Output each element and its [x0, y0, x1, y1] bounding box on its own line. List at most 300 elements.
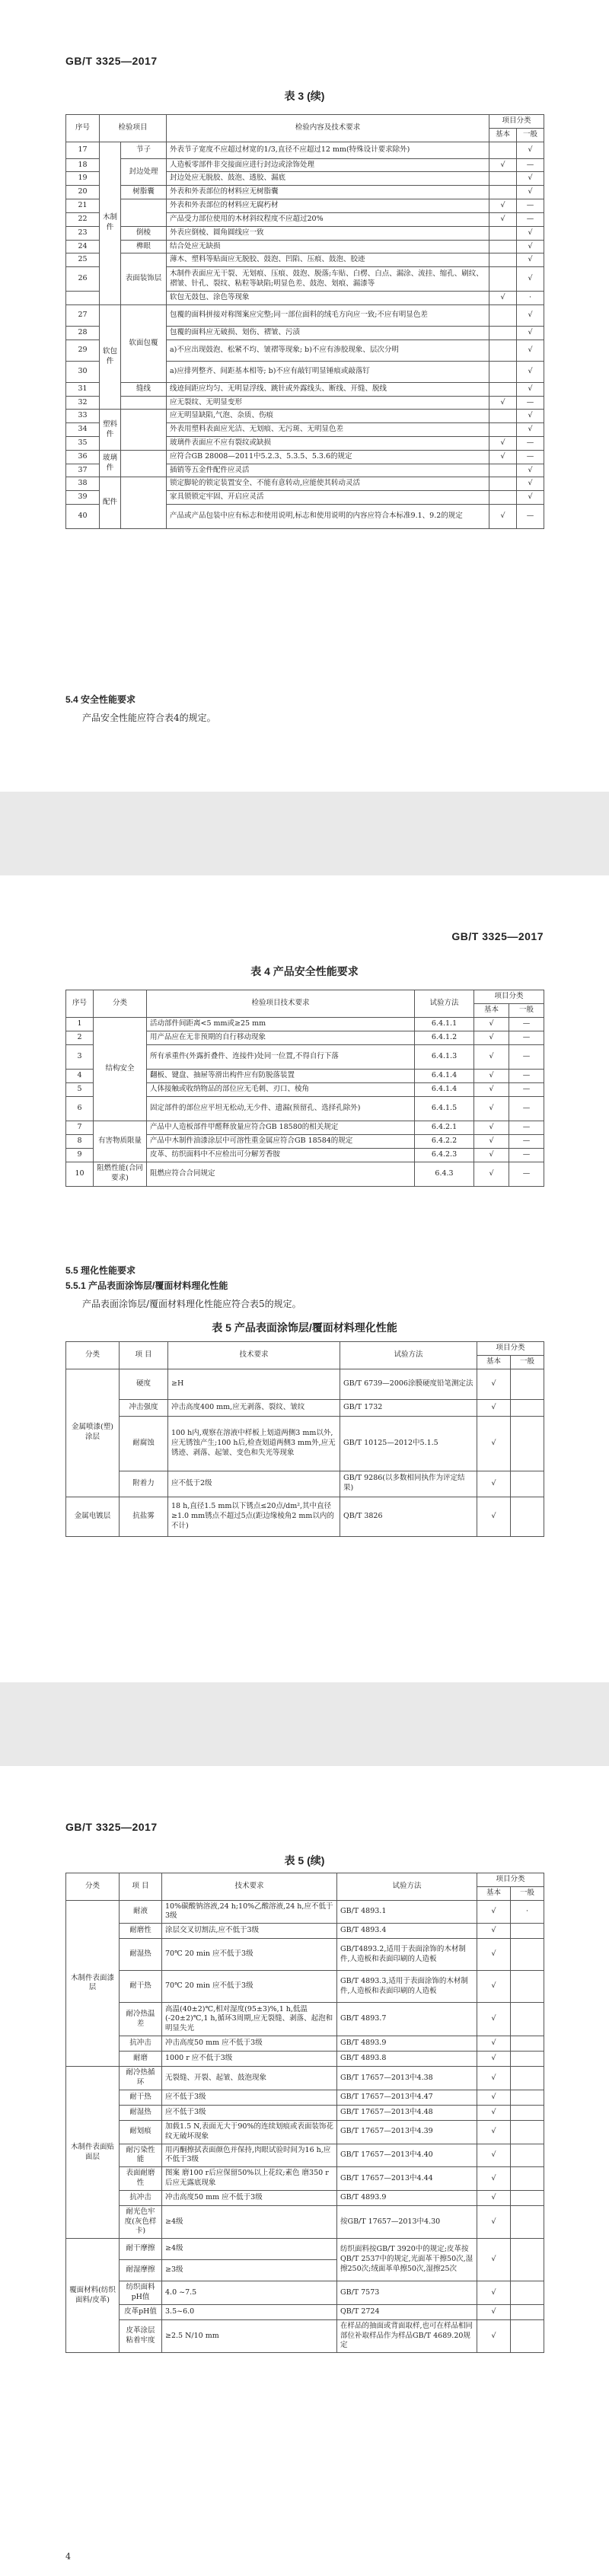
class-general: √	[517, 142, 544, 158]
test-item: 皮革pH值	[120, 2304, 162, 2319]
table5b-row	[66, 2067, 544, 2090]
class-general: —	[509, 1121, 544, 1134]
test-item: 抗冲击	[120, 2190, 162, 2205]
class-basic: √	[474, 1096, 509, 1121]
th5-cat: 分类	[66, 1342, 120, 1369]
test-method: 6.4.1.4	[415, 1082, 474, 1096]
table4-row	[66, 1121, 544, 1134]
group-label: 金属喷漆(塑)涂层	[66, 1369, 120, 1497]
class-general	[511, 2052, 544, 2067]
th-no: 序号	[66, 115, 100, 142]
class-general: —	[509, 1044, 544, 1069]
table3-row	[66, 410, 544, 423]
class-basic	[489, 477, 517, 491]
test-item: 附着力	[120, 1471, 168, 1497]
requirement: 结合处应无缺损	[167, 240, 489, 253]
class-general: —	[517, 158, 544, 172]
test-item: 耐冷热温差	[120, 2003, 162, 2036]
requirement: a)应排列整齐、间距基本相等; b)不应有敲钉明显锤痕或敲落钉	[167, 361, 489, 382]
row-no: 39	[66, 491, 100, 505]
class-basic	[489, 253, 517, 267]
requirement: 包覆的面料拼接对称图案应完整;同一部位面料的绒毛方向应一致;不应有明显色差	[167, 304, 489, 326]
class-general: √	[517, 186, 544, 199]
sub-item: 表面装饰层	[121, 253, 167, 305]
class-basic: √	[477, 2239, 511, 2281]
class-general	[511, 1399, 544, 1416]
class-basic	[489, 340, 517, 361]
row-no: 34	[66, 423, 100, 437]
table3-title: 表 3 (续)	[284, 90, 325, 102]
class-general: —	[509, 1082, 544, 1096]
requirement: 70℃ 20 min 应不低于3级	[162, 1971, 337, 2003]
requirement: 包覆的面料应无破损、划伤、褶皱、污渍	[167, 326, 489, 340]
class-general: √	[517, 464, 544, 477]
test-method: GB/T 4893.1	[337, 1900, 477, 1924]
th5-basic: 基本	[477, 1355, 511, 1369]
test-method: GB/T 4893.9	[337, 2190, 477, 2205]
class-general: —	[517, 199, 544, 213]
class-basic: √	[477, 1471, 511, 1497]
requirement: 玻璃件表面应不应有裂纹或缺损	[167, 437, 489, 451]
table4-title: 表 4 产品安全性能要求	[250, 965, 359, 977]
requirement: 阻燃应符合合同规定	[147, 1162, 415, 1186]
test-item: 耐腐蚀	[120, 1416, 168, 1471]
class-basic	[489, 240, 517, 253]
th5b-cls: 项目分类	[477, 1873, 544, 1887]
class-general	[511, 2067, 544, 2090]
class-general	[511, 1416, 544, 1471]
table5b-row	[66, 1939, 544, 1971]
class-basic: √	[489, 199, 517, 213]
row-no: 17	[66, 142, 100, 158]
requirement: 高温(40±2)℃,相对湿度(95±3)%,1 h,低温(-20±2)℃,1 h,循环3周期,应无裂缝、剥落、起泡和明显失光	[162, 2003, 337, 2036]
requirement: 产品或产品包装中应有标志和使用说明,标志和使用说明的内容应符合本标准9.1、9.2的规定	[167, 505, 489, 529]
requirement: 活动部件间距离<5 mm或≥25 mm	[147, 1017, 415, 1031]
test-method: GB/T 4893.8	[337, 2052, 477, 2067]
requirement: 外表用塑料表面应光洁、无划痕、无污斑、无明显色差	[167, 423, 489, 437]
test-method: GB/T4893.2,适用于表面涂饰的木材制件,人造板和表面印刷的人造板	[337, 1939, 477, 1971]
row-no: 33	[66, 410, 100, 423]
class-basic: √	[474, 1162, 509, 1186]
table5a-row	[66, 1497, 544, 1536]
class-basic: √	[477, 1399, 511, 1416]
std-header-right: GB/T 3325—2017	[451, 930, 544, 942]
requirement: a)不应出现鼓泡、松紧不均、皱褶等现象; b)不应有渗胶现象、层次分明	[167, 340, 489, 361]
table5b-row	[66, 1924, 544, 1939]
test-method: GB/T 17657—2013中4.44	[337, 2167, 477, 2191]
table3-row	[66, 477, 544, 491]
table5b-row	[66, 2090, 544, 2105]
page-2	[0, 875, 609, 1682]
class-general: √	[517, 491, 544, 505]
test-item: 耐污染性能	[120, 2144, 162, 2167]
class-general	[511, 1924, 544, 1939]
requirement: 木制件表面应无干裂、无划痕、压痕、鼓泡、脱落;车贴、白楞、白点、漏涂、流挂、缩孔、刷纹、褶皱、针孔、裂纹、粘粒等缺陷;明显色差、鼓泡、划痕、漏漆等	[167, 267, 489, 292]
class-general: √	[517, 423, 544, 437]
row-no: 1	[66, 1017, 94, 1031]
requirement: 固定部件的部位应平坦无松动,无少件、遗漏(预留孔、选择孔除外)	[147, 1096, 415, 1121]
test-item: 耐冷热循环	[120, 2067, 162, 2090]
requirement: 外表节子宽度不应超过材宽的1/3,直径不应超过12 mm(特殊设计要求除外)	[167, 142, 489, 158]
table5a-row	[66, 1369, 544, 1399]
class-basic	[489, 142, 517, 158]
th-general: 一般	[517, 128, 544, 142]
class-general: √	[517, 326, 544, 340]
section-5-5: 5.5 理化性能要求	[65, 1265, 136, 1276]
requirement: 冲击高度400 mm,应无剥落、裂纹、皱纹	[168, 1399, 340, 1416]
section-5-4-text: 产品安全性能应符合表4的规定。	[82, 713, 216, 723]
table5a-row	[66, 1416, 544, 1471]
th5b-req: 技术要求	[162, 1873, 337, 1901]
class-general: √	[517, 172, 544, 186]
table5b	[65, 1873, 544, 2353]
table3-row	[66, 226, 544, 240]
requirement: 18 h,直径1.5 mm以下锈点≤20点/dm²,其中直径≥1.0 mm锈点不超过5点(距边缘棱角2 mm以内的不计)	[168, 1497, 340, 1536]
page-3	[0, 1766, 609, 2576]
table4-row	[66, 1017, 544, 1031]
th5-method: 试验方法	[340, 1342, 477, 1369]
class-basic	[489, 361, 517, 382]
test-method: 6.4.1.5	[415, 1096, 474, 1121]
requirement: 外表和外表部位的材料应无腐朽材	[167, 199, 489, 213]
th5b-cat: 分类	[66, 1873, 120, 1901]
requirement: 3.5~6.0	[162, 2304, 337, 2319]
test-method: 6.4.2.2	[415, 1134, 474, 1148]
table3-row	[66, 382, 544, 396]
test-method: GB/T 17657—2013中4.38	[337, 2067, 477, 2090]
table3-row	[66, 142, 544, 158]
test-item: 耐光色牢度(灰色样卡)	[120, 2205, 162, 2238]
class-general	[511, 2239, 544, 2281]
requirement: 软包无鼓包、涂色等现象	[167, 292, 489, 305]
class-general	[511, 2120, 544, 2144]
class-basic: √	[477, 2281, 511, 2305]
th5b-general: 一般	[511, 1886, 544, 1900]
row-no: 8	[66, 1134, 94, 1148]
table3-row	[66, 304, 544, 326]
test-item: 耐液	[120, 1900, 162, 1924]
table3-row	[66, 240, 544, 253]
class-general	[511, 1939, 544, 1971]
test-item: 耐干摩擦	[120, 2239, 162, 2260]
class-general	[511, 2036, 544, 2052]
requirement: 应无裂纹、无明显变形	[167, 396, 489, 410]
row-no: 24	[66, 240, 100, 253]
test-method: GB/T 4893.9	[337, 2036, 477, 2052]
class-basic: √	[477, 1369, 511, 1399]
class-basic: √	[474, 1148, 509, 1162]
class-basic: √	[477, 2319, 511, 2352]
requirement: 应不低于3级	[162, 2105, 337, 2120]
class-basic: √	[474, 1031, 509, 1044]
requirement: 人造板零部件非交接面应进行封边或涂饰处理	[167, 158, 489, 172]
sub-item	[121, 410, 167, 450]
row-no: 37	[66, 464, 100, 477]
class-basic: √	[489, 437, 517, 451]
table3-row	[66, 396, 544, 410]
class-basic: √	[474, 1134, 509, 1148]
table5b-row	[66, 2144, 544, 2167]
class-general	[511, 2090, 544, 2105]
class-basic: √	[477, 2144, 511, 2167]
requirement: 4.0 ~7.5	[162, 2281, 337, 2305]
class-general: —	[517, 396, 544, 410]
requirement: 1000 r 应不低于3级	[162, 2052, 337, 2067]
test-method: GB/T 4893.4	[337, 1924, 477, 1939]
class-basic	[489, 226, 517, 240]
row-no: 4	[66, 1069, 94, 1082]
test-method: GB/T 4893.3,适用于表面涂饰的木材制件,人造板和表面印刷的人造板	[337, 1971, 477, 2003]
group-label: 木制件	[100, 142, 121, 304]
th5-general: 一般	[511, 1355, 544, 1369]
test-method: GB/T 9286(以多数相同执作为评定结果)	[340, 1471, 477, 1497]
table3-row	[66, 253, 544, 267]
test-method: GB/T 4893.7	[337, 2003, 477, 2036]
test-item: 耐湿摩擦	[120, 2260, 162, 2281]
requirement: 产品中人造板部件甲醛释放量应符合GB 18580的相关规定	[147, 1121, 415, 1134]
table5b-row	[66, 2205, 544, 2238]
class-basic: √	[489, 396, 517, 410]
class-basic: √	[477, 1924, 511, 1939]
test-item: 耐干热	[120, 1971, 162, 2003]
test-method: GB/T 17657—2013中4.40	[337, 2144, 477, 2167]
requirement: 家具锁锁定牢固、开启应灵活	[167, 491, 489, 505]
requirement: 外表和外表部位的材料应无树脂囊	[167, 186, 489, 199]
row-no: 5	[66, 1082, 94, 1096]
table5a	[65, 1341, 544, 1537]
section-5-5-1: 5.5.1 产品表面涂饰层/覆面材料理化性能	[65, 1280, 228, 1291]
th5-item: 项 目	[120, 1342, 168, 1369]
th4-cat: 分类	[94, 990, 147, 1018]
requirement: 70℃ 20 min 应不低于3级	[162, 1939, 337, 1971]
test-method: 6.4.3	[415, 1162, 474, 1186]
requirement: 薄木、塑料等贴面应无脱胶、鼓泡、凹陷、压痕、鼓泡、胶迹	[167, 253, 489, 267]
group-label: 覆面材料(纺织面料/皮革)	[66, 2239, 120, 2353]
table5-title: 表 5 产品表面涂饰层/覆面材料理化性能	[212, 1321, 397, 1334]
test-method: GB/T 17657—2013中4.47	[337, 2090, 477, 2105]
test-item: 耐湿热	[120, 2105, 162, 2120]
sub-item: 倒棱	[121, 226, 167, 240]
th4-method: 试验方法	[415, 990, 474, 1018]
class-basic: √	[477, 2120, 511, 2144]
class-general	[511, 2281, 544, 2305]
test-method: 6.4.2.1	[415, 1121, 474, 1134]
test-method: GB/T 17657—2013中4.48	[337, 2105, 477, 2120]
class-general: √	[517, 226, 544, 240]
table5b-row	[66, 2052, 544, 2067]
class-basic: √	[489, 292, 517, 305]
test-item: 表面耐磨性	[120, 2167, 162, 2191]
class-general	[511, 1497, 544, 1536]
class-basic: √	[474, 1044, 509, 1069]
requirement: 用产品应在无非预期的自行移动现象	[147, 1031, 415, 1044]
class-basic: √	[477, 1971, 511, 2003]
requirement: 线迹间距应均匀、无明显浮线、跳针或外露线头、断线、开缝、脱线	[167, 382, 489, 396]
class-general: —	[509, 1134, 544, 1148]
sub-item: 封边处理	[121, 158, 167, 186]
row-no: 22	[66, 212, 100, 226]
class-basic: √	[474, 1082, 509, 1096]
row-no: 21	[66, 199, 100, 213]
table3-row	[66, 186, 544, 199]
class-basic: √	[477, 1497, 511, 1536]
test-item: 耐湿热	[120, 1939, 162, 1971]
class-general: —	[509, 1031, 544, 1044]
test-item: 耐磨	[120, 2052, 162, 2067]
row-no: 10	[66, 1162, 94, 1186]
row-no: 23	[66, 226, 100, 240]
requirement: 封边处应无脱胶、鼓泡、透胶、漏底	[167, 172, 489, 186]
table4	[65, 990, 544, 1187]
table5b-row	[66, 2319, 544, 2352]
test-item: 耐划痕	[120, 2120, 162, 2144]
group-label: 玻璃件	[100, 450, 121, 477]
test-item: 皮革涂层粘着牢度	[120, 2319, 162, 2352]
requirement: 冲击高度50 mm 应不低于3级	[162, 2036, 337, 2052]
test-method: GB/T 6739—2006涂膜硬度铅笔测定法	[340, 1369, 477, 1399]
test-method: 纺织面料按GB/T 3920中的规定;皮革按QB/T 2537中的规定,光面革干擦50次,湿擦250次;绒面革单擦50次,湿擦25次	[337, 2239, 477, 2281]
requirement: 100 h内,观察在溶液中样板上划道两侧3 mm以外,应无锈蚀产生;100 h后,检查划道两侧3 mm外,应无锈迹、剥落、起皱、变色和失光等现象	[168, 1416, 340, 1471]
class-basic: √	[477, 2036, 511, 2052]
class-general: √	[517, 240, 544, 253]
class-general	[511, 2105, 544, 2120]
class-general: —	[509, 1096, 544, 1121]
table5b-row	[66, 2167, 544, 2191]
group-label: 配件	[100, 477, 121, 529]
row-no: 28	[66, 326, 100, 340]
table5b-row	[66, 2120, 544, 2144]
requirement: 应无明显缺陷,气泡、杂质、伤痕	[167, 410, 489, 423]
class-basic	[489, 186, 517, 199]
class-basic: √	[477, 1939, 511, 1971]
test-item: 抗盐雾	[120, 1497, 168, 1536]
row-no: 31	[66, 382, 100, 396]
class-general: √	[517, 361, 544, 382]
row-no: 30	[66, 361, 100, 382]
class-general	[511, 1369, 544, 1399]
requirement: 应不低于2级	[168, 1471, 340, 1497]
class-basic	[489, 423, 517, 437]
sub-item	[121, 199, 167, 227]
row-no: 3	[66, 1044, 94, 1069]
class-basic: √	[474, 1017, 509, 1031]
class-general	[511, 2144, 544, 2167]
class-general	[511, 2167, 544, 2191]
th-req: 检验内容及技术要求	[167, 115, 489, 142]
requirement: 翻板、键盘、抽屉等滑出构件应有防脱落装置	[147, 1069, 415, 1082]
row-no: 27	[66, 304, 100, 326]
sub-item: 榫眼	[121, 240, 167, 253]
class-general: √	[517, 340, 544, 361]
row-no: 29	[66, 340, 100, 361]
th-basic: 基本	[489, 128, 517, 142]
std-header-left-3: GB/T 3325—2017	[65, 1821, 158, 1833]
class-basic	[489, 326, 517, 340]
th5-req: 技术要求	[168, 1342, 340, 1369]
class-general: √	[517, 304, 544, 326]
group-label: 木制件表面漆层	[66, 1900, 120, 2067]
section-5-4: 5.4 安全性能要求	[65, 694, 136, 705]
class-basic: √	[477, 1416, 511, 1471]
sub-item: 树脂囊	[121, 186, 167, 199]
sub-item: 节子	[121, 142, 167, 158]
requirement: ≥3级	[162, 2260, 337, 2281]
requirement: 用丙酮擦拭表面颜色并保持,肉眼试验时间为16 h,应不低于3级	[162, 2144, 337, 2167]
test-method: GB/T 10125—2012中5.1.5	[340, 1416, 477, 1471]
th5b-basic: 基本	[477, 1886, 511, 1900]
table5b-row	[66, 2304, 544, 2319]
class-basic	[489, 410, 517, 423]
requirement: 图案 磨100 r后应保留50%以上花纹;素色 磨350 r后应无露底现象	[162, 2167, 337, 2191]
class-general	[511, 2304, 544, 2319]
test-item: 冲击强度	[120, 1399, 168, 1416]
row-no: 18	[66, 158, 100, 172]
test-method: 6.4.2.3	[415, 1148, 474, 1162]
requirement: 皮革、纺织面料中不应检出可分解芳香胺	[147, 1148, 415, 1162]
class-general: —	[517, 212, 544, 226]
requirement: 产品中木制件油漆涂层中可溶性重金属应符合GB 18584的规定	[147, 1134, 415, 1148]
row-no: 38	[66, 477, 100, 491]
table5a-row	[66, 1471, 544, 1497]
page-number: 4	[65, 2552, 71, 2562]
row-no: 26	[66, 267, 100, 292]
table5a-row	[66, 1399, 544, 1416]
requirement: 外表应倒棱、圆角圆线应一致	[167, 226, 489, 240]
class-general: —	[509, 1017, 544, 1031]
group-label: 软包件	[100, 304, 121, 409]
requirement: 涂层交叉切割法,应不低于3级	[162, 1924, 337, 1939]
class-basic	[489, 464, 517, 477]
table5b-row	[66, 2239, 544, 2260]
class-basic: √	[474, 1121, 509, 1134]
class-general: —	[517, 437, 544, 451]
test-method: QB/T 2724	[337, 2304, 477, 2319]
class-basic: √	[477, 2105, 511, 2120]
table5b-row	[66, 1900, 544, 1924]
group-label: 木制件表面贴面层	[66, 2067, 120, 2239]
table3-row	[66, 450, 544, 464]
test-item: 耐磨性	[120, 1924, 162, 1939]
class-basic: √	[477, 2052, 511, 2067]
test-method: 6.4.1.2	[415, 1031, 474, 1044]
test-item: 硬度	[120, 1369, 168, 1399]
class-basic: √	[489, 450, 517, 464]
class-basic: √	[477, 2190, 511, 2205]
requirement: 锁定脚轮的锁定装置安全、不能有意转动,应能使其转动灵活	[167, 477, 489, 491]
table5-cont-title: 表 5 (续)	[284, 1854, 325, 1867]
class-general	[511, 1471, 544, 1497]
th5b-item: 项 目	[120, 1873, 162, 1901]
sub-item	[121, 396, 167, 410]
class-general: √	[517, 410, 544, 423]
test-method: 按GB/T 17657—2013中4.30	[337, 2205, 477, 2238]
group-label: 有害物质限量	[94, 1121, 147, 1162]
th5-cls: 项目分类	[477, 1342, 544, 1356]
requirement: ≥4级	[162, 2239, 337, 2260]
class-general	[511, 2205, 544, 2238]
row-no: 32	[66, 396, 100, 410]
test-method: GB/T 17657—2013中4.39	[337, 2120, 477, 2144]
table4-row	[66, 1162, 544, 1186]
row-no: 20	[66, 186, 100, 199]
requirement: 冲击高度50 mm 应不低于3级	[162, 2190, 337, 2205]
table5b-row	[66, 2105, 544, 2120]
test-item: 纺织面料pH值	[120, 2281, 162, 2305]
requirement: 插销等五金件配件应灵活	[167, 464, 489, 477]
requirement: 人体接触或收纳物品的部位应无毛刺、刃口、棱角	[147, 1082, 415, 1096]
requirement: 产品受力部位使用的木材斜纹程度不应超过20%	[167, 212, 489, 226]
class-basic: √	[489, 505, 517, 529]
